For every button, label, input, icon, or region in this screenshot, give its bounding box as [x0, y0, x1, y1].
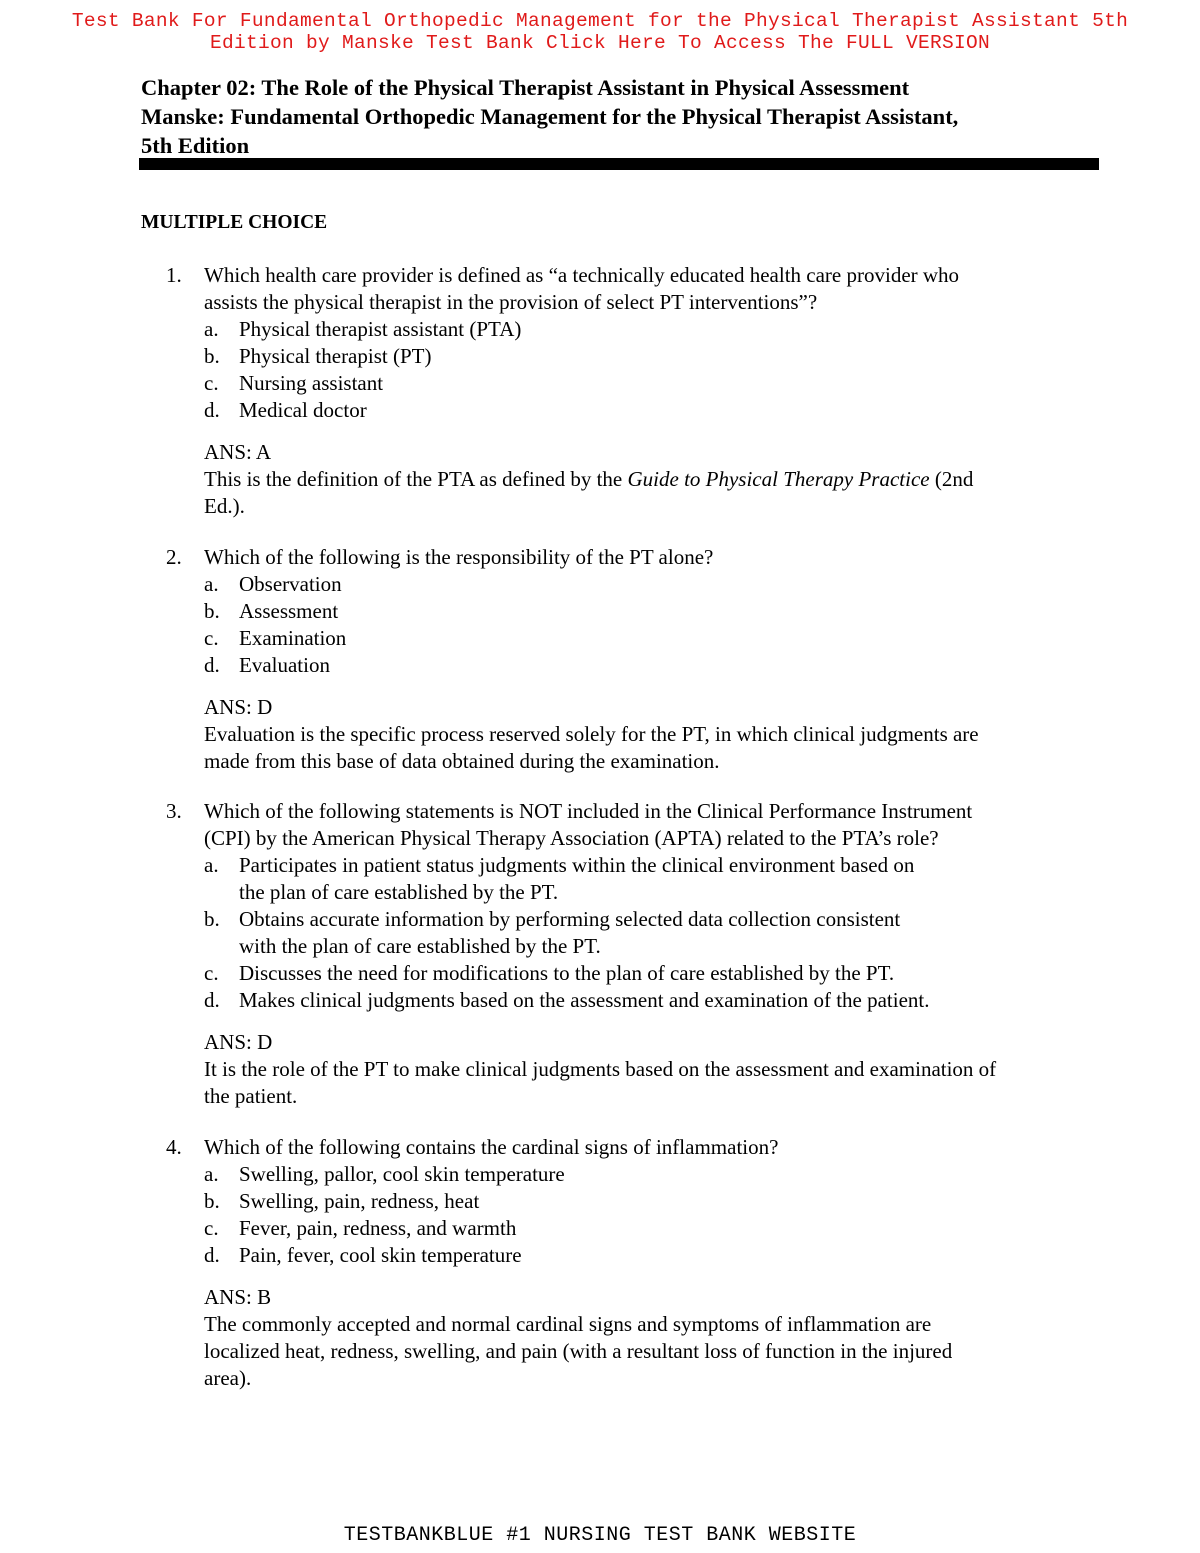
explanation-line: localized heat, redness, swelling, and pain (with a resultant loss of function in the injured: [204, 1339, 953, 1363]
option-letter: a.: [204, 1162, 219, 1186]
option-text: Medical doctor: [239, 398, 367, 422]
explanation-line: area).: [204, 1366, 252, 1390]
option-letter: c.: [204, 371, 219, 395]
chapter-title: Chapter 02: The Role of the Physical Therapist Assistant in Physical Assessment: [141, 75, 910, 100]
option-c: [204, 1215, 1084, 1242]
question-text-line: Which health care provider is defined as “a technically educated health care provider who: [204, 263, 960, 287]
option-letter: d.: [204, 398, 220, 422]
question-number: 2.: [166, 545, 182, 569]
question-text-line: assists the physical therapist in the provision of select PT interventions”?: [204, 290, 818, 314]
explanation-line: [204, 466, 1104, 493]
option-letter: b.: [204, 907, 220, 931]
option-letter: c.: [204, 961, 219, 985]
option-b-continued: with the plan of care established by the PT.: [239, 934, 601, 958]
option-text: Swelling, pallor, cool skin temperature: [239, 1162, 565, 1186]
chapter-header: [141, 73, 1101, 160]
option-a: [204, 316, 1084, 343]
option-text: Physical therapist (PT): [239, 344, 432, 368]
question-text: [204, 798, 1099, 852]
book-title: Manske: Fundamental Orthopedic Management for the Physical Therapist Assistant,: [141, 104, 959, 129]
option-c: [204, 960, 1084, 987]
question-text-line: (CPI) by the American Physical Therapy Association (APTA) related to the PTA’s role?: [204, 826, 939, 850]
explanation-line: Evaluation is the specific process reserved solely for the PT, in which clinical judgments are: [204, 722, 979, 746]
option-text: Makes clinical judgments based on the assessment and examination of the patient.: [239, 988, 930, 1012]
option-text: Examination: [239, 626, 347, 650]
answer-explanation: [204, 466, 1104, 520]
option-text: Swelling, pain, redness, heat: [239, 1189, 480, 1213]
option-a-continued: the plan of care established by the PT.: [239, 880, 559, 904]
option-text: Nursing assistant: [239, 371, 384, 395]
option-b: [204, 1188, 1084, 1215]
question-number: 3.: [166, 799, 182, 823]
option-a: [204, 1161, 1084, 1188]
question-number: 4.: [166, 1135, 182, 1159]
explanation-line: made from this base of data obtained during the examination.: [204, 749, 720, 773]
option-text: Pain, fever, cool skin temperature: [239, 1243, 522, 1267]
answer-key: ANS: A: [204, 440, 272, 464]
answer-explanation: [204, 1056, 1104, 1110]
option-letter: d.: [204, 988, 220, 1012]
option-text: Fever, pain, redness, and warmth: [239, 1216, 517, 1240]
header-divider: [139, 158, 1099, 170]
question-text-line: Which of the following contains the cardinal signs of inflammation?: [204, 1135, 779, 1159]
answer-explanation: [204, 721, 1104, 775]
option-letter: b.: [204, 1189, 220, 1213]
option-letter: c.: [204, 1216, 219, 1240]
option-d: [204, 1242, 1084, 1269]
answer-key: ANS: D: [204, 1030, 273, 1054]
option-d: [204, 987, 1084, 1014]
option-d: [204, 397, 1084, 424]
explanation-text: This is the definition of the PTA as defined by the: [204, 467, 628, 491]
explanation-line: Ed.).: [204, 494, 245, 518]
option-letter: b.: [204, 599, 220, 623]
question-text: [204, 1134, 1099, 1161]
option-text: Participates in patient status judgments within the clinical environment based on: [239, 853, 915, 877]
explanation-line: the patient.: [204, 1084, 298, 1108]
option-text: Physical therapist assistant (PTA): [239, 317, 522, 341]
option-c: [204, 625, 1084, 652]
promo-banner-line-2[interactable]: Edition by Manske Test Bank Click Here To Access The FULL VERSION: [209, 32, 991, 54]
option-text: Obtains accurate information by performing selected data collection consistent: [239, 907, 901, 931]
option-a: [204, 852, 1084, 879]
promo-banner[interactable]: [0, 10, 1200, 54]
option-b: [204, 598, 1084, 625]
option-c: [204, 370, 1084, 397]
option-letter: a.: [204, 317, 219, 341]
option-a: [204, 571, 1084, 598]
answer-key: ANS: B: [204, 1285, 272, 1309]
answer-key: ANS: D: [204, 695, 273, 719]
option-letter: b.: [204, 344, 220, 368]
option-letter: a.: [204, 853, 219, 877]
option-text: Observation: [239, 572, 342, 596]
question-text: [204, 262, 1099, 316]
question-number: 1.: [166, 263, 182, 287]
question-text-line: Which of the following is the responsibility of the PT alone?: [204, 545, 714, 569]
option-letter: d.: [204, 1243, 220, 1267]
option-text: Assessment: [239, 599, 339, 623]
question-text-line: Which of the following statements is NOT included in the Clinical Performance Instrument: [204, 799, 973, 823]
option-letter: d.: [204, 653, 220, 677]
option-text: Evaluation: [239, 653, 330, 677]
book-reference: Guide to Physical Therapy Practice: [627, 467, 930, 491]
explanation-line: It is the role of the PT to make clinical judgments based on the assessment and examination of: [204, 1057, 997, 1081]
option-letter: a.: [204, 572, 219, 596]
answer-explanation: [204, 1311, 1104, 1392]
option-letter: c.: [204, 626, 219, 650]
explanation-line: The commonly accepted and normal cardinal signs and symptoms of inflammation are: [204, 1312, 932, 1336]
book-edition: 5th Edition: [141, 133, 250, 158]
option-b: [204, 906, 1084, 933]
site-footer: TESTBANKBLUE #1 NURSING TEST BANK WEBSITE: [343, 1524, 857, 1547]
option-d: [204, 652, 1084, 679]
section-title: MULTIPLE CHOICE: [141, 212, 328, 233]
promo-banner-line-1[interactable]: Test Bank For Fundamental Orthopedic Management for the Physical Therapist Assistant 5th: [71, 10, 1129, 32]
explanation-text: (2nd: [929, 467, 974, 491]
question-text: [204, 544, 1099, 571]
option-text: Discusses the need for modifications to the plan of care established by the PT.: [239, 961, 895, 985]
option-b: [204, 343, 1084, 370]
